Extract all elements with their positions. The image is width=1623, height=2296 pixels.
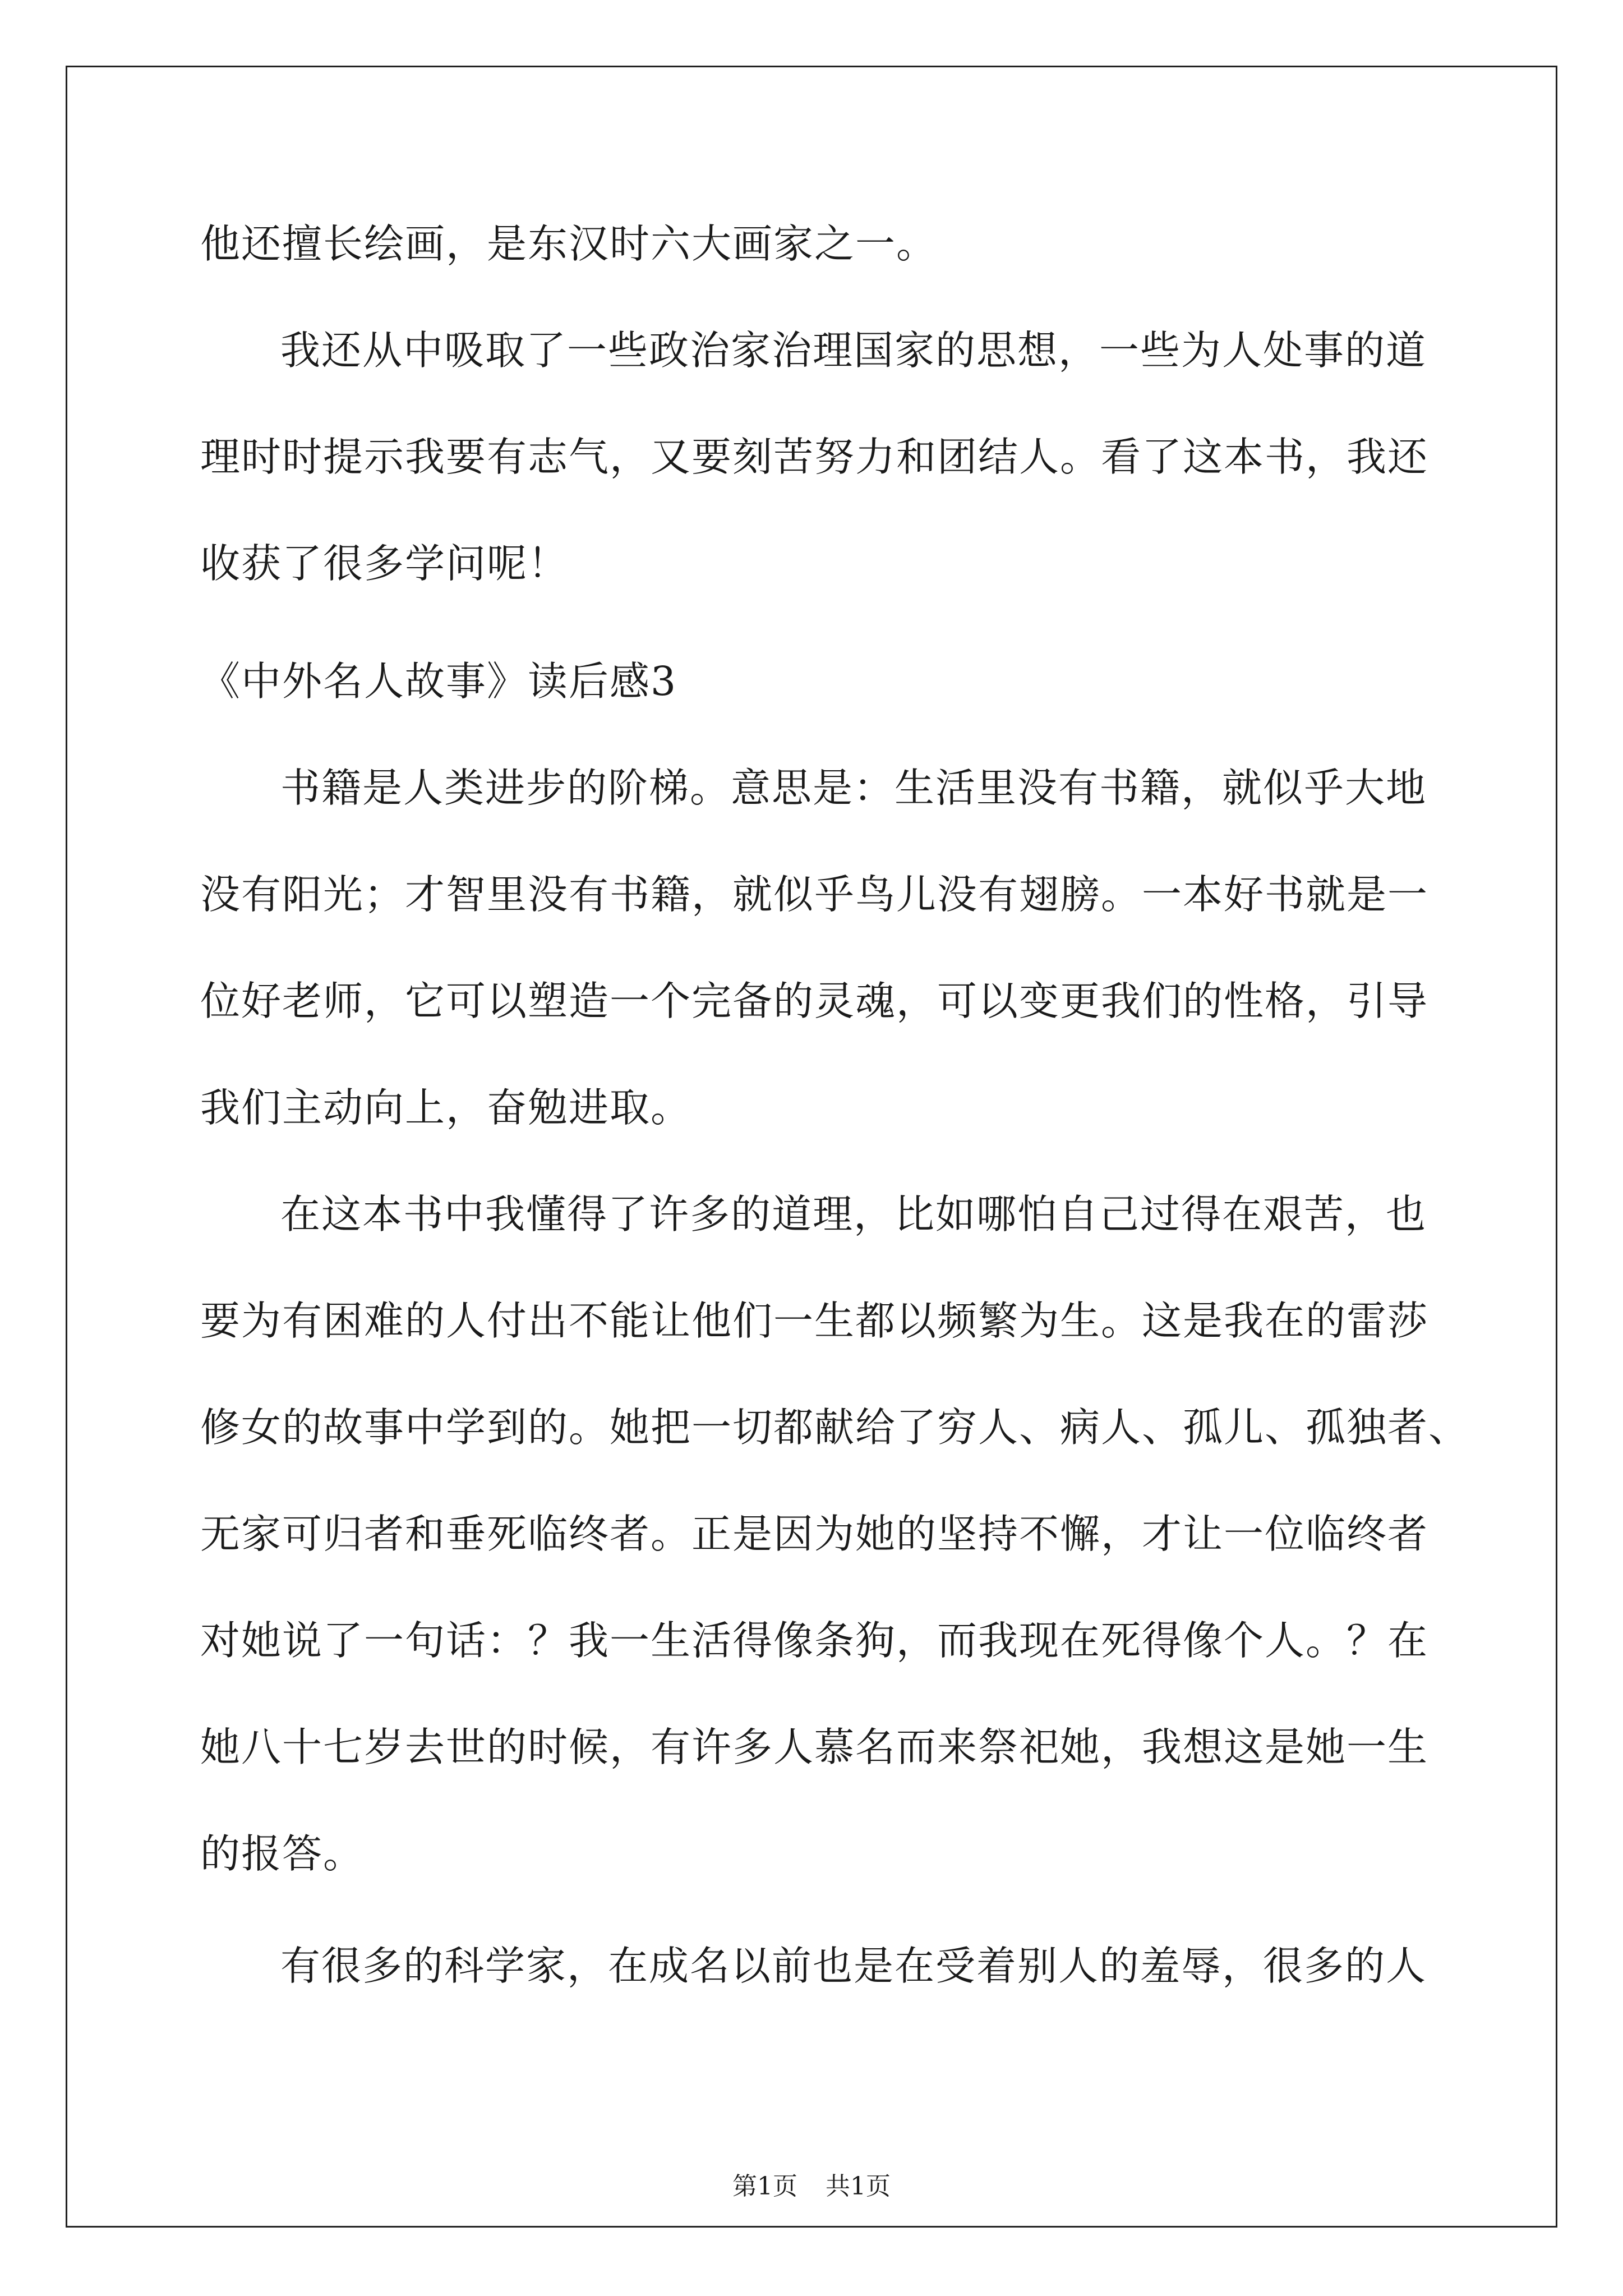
body-text-line: 的报答。 xyxy=(200,1830,365,1877)
page-number: 第1页 xyxy=(732,2172,797,2201)
body-text-line: 无家可归者和垂死临终者。正是因为她的坚持不懈，才让一位临终者 xyxy=(200,1511,1429,1557)
body-text-line: 书籍是人类进步的阶梯。意思是：生活里没有书籍，就似乎大地 xyxy=(280,765,1427,811)
body-text-line: 没有阳光；才智里没有书籍，就似乎鸟儿没有翅膀。一本好书就是一 xyxy=(200,871,1429,918)
page-footer xyxy=(0,2170,1623,2203)
body-text-line: 理时时提示我要有志气，又要刻苦努力和团结人。看了这本书，我还 xyxy=(200,434,1429,480)
body-text-line: 收获了很多学问呢！ xyxy=(200,540,569,587)
body-text-line: 他还擅长绘画，是东汉时六大画家之一。 xyxy=(200,220,938,267)
body-text-line: 修女的故事中学到的。她把一切都献给了穷人、病人、孤儿、孤独者、 xyxy=(200,1404,1470,1451)
body-text-line: 我还从中吸取了一些政治家治理国家的思想，一些为人处事的道 xyxy=(280,327,1427,374)
body-text-line: 位好老师，它可以塑造一个完备的灵魂，可以变更我们的性格，引导 xyxy=(200,978,1429,1024)
body-text-line: 我们主动向上，奋勉进取。 xyxy=(200,1084,692,1131)
section-heading: 《中外名人故事》读后感3 xyxy=(200,658,677,705)
page-count: 共1页 xyxy=(826,2172,891,2201)
body-text-line: 要为有困难的人付出不能让他们一生都以频繁为生。这是我在的雷莎 xyxy=(200,1297,1429,1344)
page-border xyxy=(66,66,1557,2228)
body-text-line: 在这本书中我懂得了许多的道理，比如哪怕自己过得在艰苦，也 xyxy=(280,1191,1427,1237)
body-text-line: 对她说了一句话：？我一生活得像条狗，而我现在死得像个人。？在 xyxy=(200,1617,1429,1664)
body-text-line: 她八十七岁去世的时候，有许多人慕名而来祭祀她，我想这是她一生 xyxy=(200,1724,1429,1770)
body-text-line: 有很多的科学家，在成名以前也是在受着别人的羞辱，很多的人 xyxy=(280,1943,1427,1989)
